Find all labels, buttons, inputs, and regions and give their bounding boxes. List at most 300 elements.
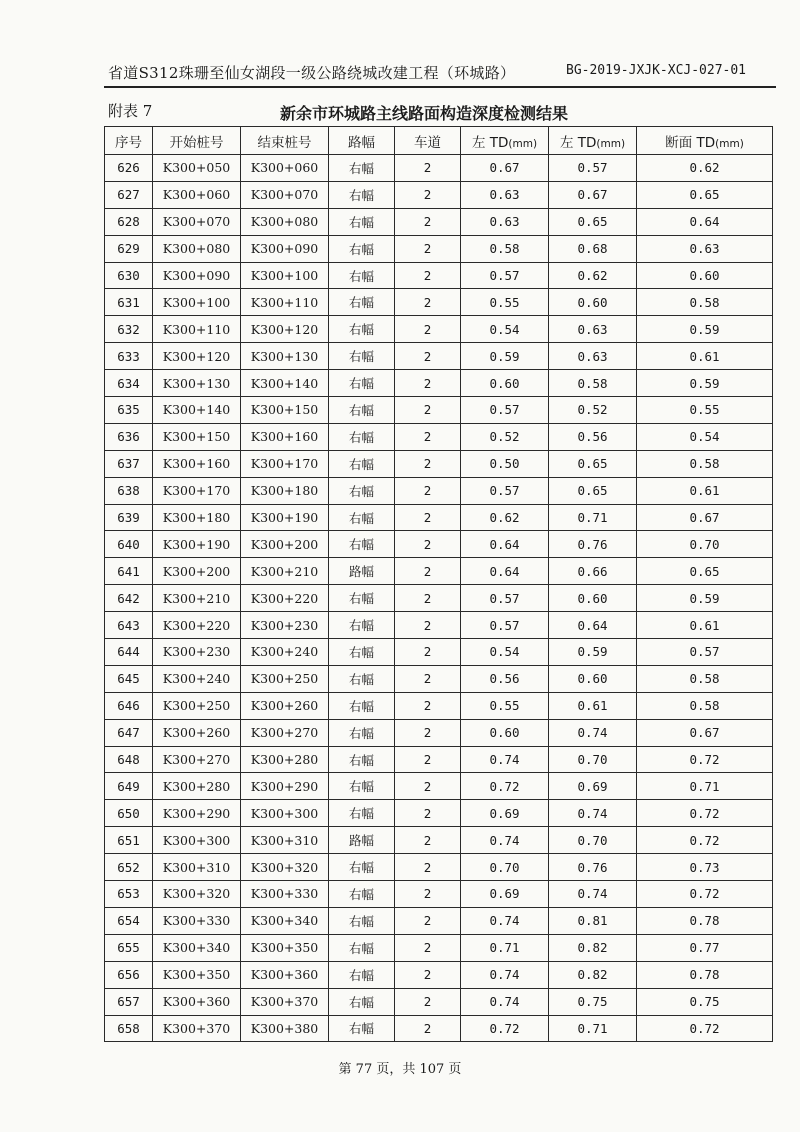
cell-index: 633 [105,343,153,370]
cell-index: 631 [105,289,153,316]
cell-td-b: 0.59 [549,639,637,666]
cell-td-b: 0.82 [549,961,637,988]
table-row [105,208,773,235]
cell-index: 641 [105,558,153,585]
cell-carriageway: 右幅 [329,235,395,262]
table-row [105,881,773,908]
cell-end-station: K300+360 [241,961,329,988]
cell-section-td: 0.59 [637,370,773,397]
table-row [105,531,773,558]
cell-lane: 2 [395,262,461,289]
cell-td-b: 0.81 [549,907,637,934]
cell-lane: 2 [395,289,461,316]
cell-lane: 2 [395,450,461,477]
cell-lane: 2 [395,665,461,692]
cell-index: 632 [105,316,153,343]
cell-td-b: 0.74 [549,719,637,746]
col-header-index: 序号 [105,127,153,155]
cell-section-td: 0.67 [637,504,773,531]
cell-td-a: 0.52 [461,423,549,450]
cell-td-b: 0.70 [549,746,637,773]
cell-start-station: K300+110 [153,316,241,343]
cell-index: 645 [105,665,153,692]
table-row [105,504,773,531]
cell-carriageway: 右幅 [329,531,395,558]
cell-lane: 2 [395,585,461,612]
cell-carriageway: 右幅 [329,854,395,881]
cell-td-a: 0.58 [461,235,549,262]
cell-td-a: 0.74 [461,746,549,773]
cell-carriageway: 右幅 [329,988,395,1015]
table-row [105,639,773,666]
cell-end-station: K300+120 [241,316,329,343]
cell-end-station: K300+220 [241,585,329,612]
cell-lane: 2 [395,881,461,908]
report-code: BG-2019-JXJK-XCJ-027-01 [566,63,747,78]
texture-depth-table [104,126,773,1042]
table-row [105,907,773,934]
cell-section-td: 0.63 [637,235,773,262]
cell-end-station: K300+280 [241,746,329,773]
cell-end-station: K300+190 [241,504,329,531]
cell-index: 650 [105,800,153,827]
cell-td-a: 0.64 [461,558,549,585]
cell-td-a: 0.57 [461,612,549,639]
cell-td-b: 0.70 [549,827,637,854]
cell-td-a: 0.64 [461,531,549,558]
cell-carriageway: 右幅 [329,692,395,719]
cell-lane: 2 [395,558,461,585]
cell-index: 639 [105,504,153,531]
cell-carriageway: 右幅 [329,477,395,504]
cell-td-a: 0.63 [461,181,549,208]
table-row [105,934,773,961]
cell-index: 656 [105,961,153,988]
cell-section-td: 0.77 [637,934,773,961]
cell-td-a: 0.72 [461,773,549,800]
cell-index: 643 [105,612,153,639]
cell-td-a: 0.54 [461,639,549,666]
cell-td-b: 0.75 [549,988,637,1015]
col-header-start-station: 开始桩号 [153,127,241,155]
cell-lane: 2 [395,181,461,208]
cell-section-td: 0.75 [637,988,773,1015]
header-divider [104,86,776,88]
cell-td-a: 0.54 [461,316,549,343]
cell-index: 638 [105,477,153,504]
cell-td-b: 0.57 [549,155,637,182]
cell-start-station: K300+160 [153,450,241,477]
cell-carriageway: 右幅 [329,504,395,531]
cell-start-station: K300+130 [153,370,241,397]
table-row [105,665,773,692]
cell-carriageway: 右幅 [329,423,395,450]
cell-td-b: 0.64 [549,612,637,639]
cell-td-a: 0.74 [461,961,549,988]
cell-td-a: 0.57 [461,262,549,289]
cell-td-b: 0.58 [549,370,637,397]
table-body [105,155,773,1042]
cell-start-station: K300+260 [153,719,241,746]
cell-carriageway: 右幅 [329,450,395,477]
table-row [105,854,773,881]
cell-lane: 2 [395,316,461,343]
cell-start-station: K300+220 [153,612,241,639]
cell-carriageway: 路幅 [329,827,395,854]
cell-carriageway: 右幅 [329,639,395,666]
cell-td-a: 0.69 [461,881,549,908]
cell-section-td: 0.78 [637,961,773,988]
cell-start-station: K300+320 [153,881,241,908]
cell-index: 649 [105,773,153,800]
col-header-td-a: 左 TD(mm) [461,127,549,155]
cell-carriageway: 右幅 [329,665,395,692]
cell-index: 658 [105,1015,153,1042]
cell-carriageway: 右幅 [329,934,395,961]
cell-index: 646 [105,692,153,719]
table-row [105,585,773,612]
cell-td-b: 0.66 [549,558,637,585]
cell-section-td: 0.58 [637,450,773,477]
cell-end-station: K300+270 [241,719,329,746]
cell-start-station: K300+350 [153,961,241,988]
cell-index: 644 [105,639,153,666]
cell-td-a: 0.69 [461,800,549,827]
cell-section-td: 0.65 [637,181,773,208]
cell-start-station: K300+070 [153,208,241,235]
cell-end-station: K300+110 [241,289,329,316]
cell-lane: 2 [395,773,461,800]
cell-start-station: K300+330 [153,907,241,934]
cell-lane: 2 [395,343,461,370]
cell-section-td: 0.58 [637,665,773,692]
cell-section-td: 0.72 [637,800,773,827]
cell-end-station: K300+330 [241,881,329,908]
table-row [105,450,773,477]
cell-td-b: 0.65 [549,208,637,235]
cell-section-td: 0.65 [637,558,773,585]
cell-lane: 2 [395,531,461,558]
cell-section-td: 0.58 [637,692,773,719]
table-row [105,612,773,639]
cell-lane: 2 [395,746,461,773]
cell-section-td: 0.61 [637,343,773,370]
cell-start-station: K300+190 [153,531,241,558]
cell-section-td: 0.71 [637,773,773,800]
cell-section-td: 0.58 [637,289,773,316]
table-row [105,746,773,773]
table-row [105,1015,773,1042]
cell-end-station: K300+180 [241,477,329,504]
cell-section-td: 0.72 [637,881,773,908]
cell-td-a: 0.62 [461,504,549,531]
cell-td-b: 0.60 [549,585,637,612]
cell-end-station: K300+240 [241,639,329,666]
cell-index: 628 [105,208,153,235]
cell-section-td: 0.72 [637,746,773,773]
cell-start-station: K300+050 [153,155,241,182]
cell-td-a: 0.59 [461,343,549,370]
cell-carriageway: 右幅 [329,961,395,988]
cell-end-station: K300+200 [241,531,329,558]
cell-td-b: 0.71 [549,504,637,531]
cell-td-a: 0.50 [461,450,549,477]
cell-end-station: K300+290 [241,773,329,800]
cell-index: 648 [105,746,153,773]
table-row [105,235,773,262]
cell-carriageway: 右幅 [329,1015,395,1042]
cell-td-b: 0.61 [549,692,637,719]
cell-td-a: 0.74 [461,988,549,1015]
cell-carriageway: 右幅 [329,397,395,424]
cell-lane: 2 [395,692,461,719]
cell-index: 655 [105,934,153,961]
cell-carriageway: 右幅 [329,773,395,800]
cell-index: 654 [105,907,153,934]
cell-section-td: 0.57 [637,639,773,666]
cell-td-b: 0.76 [549,531,637,558]
cell-start-station: K300+240 [153,665,241,692]
cell-lane: 2 [395,370,461,397]
cell-carriageway: 路幅 [329,558,395,585]
cell-td-b: 0.76 [549,854,637,881]
cell-end-station: K300+260 [241,692,329,719]
cell-end-station: K300+170 [241,450,329,477]
cell-end-station: K300+100 [241,262,329,289]
table-row [105,397,773,424]
cell-section-td: 0.72 [637,827,773,854]
table-row [105,773,773,800]
cell-start-station: K300+200 [153,558,241,585]
cell-index: 636 [105,423,153,450]
cell-td-b: 0.60 [549,289,637,316]
cell-lane: 2 [395,854,461,881]
cell-section-td: 0.62 [637,155,773,182]
cell-lane: 2 [395,639,461,666]
cell-start-station: K300+090 [153,262,241,289]
cell-section-td: 0.59 [637,585,773,612]
cell-start-station: K300+140 [153,397,241,424]
cell-end-station: K300+140 [241,370,329,397]
cell-start-station: K300+210 [153,585,241,612]
table-row [105,692,773,719]
cell-lane: 2 [395,423,461,450]
table-row [105,370,773,397]
cell-lane: 2 [395,504,461,531]
cell-carriageway: 右幅 [329,881,395,908]
cell-end-station: K300+230 [241,612,329,639]
page-number: 第 77 页，共 107 页 [338,1062,462,1077]
cell-td-b: 0.82 [549,934,637,961]
cell-end-station: K300+080 [241,208,329,235]
cell-td-a: 0.55 [461,692,549,719]
cell-start-station: K300+250 [153,692,241,719]
cell-carriageway: 右幅 [329,155,395,182]
cell-td-a: 0.63 [461,208,549,235]
cell-td-b: 0.52 [549,397,637,424]
table-row [105,316,773,343]
cell-start-station: K300+080 [153,235,241,262]
cell-end-station: K300+340 [241,907,329,934]
cell-section-td: 0.70 [637,531,773,558]
cell-td-a: 0.57 [461,397,549,424]
cell-section-td: 0.67 [637,719,773,746]
cell-section-td: 0.59 [637,316,773,343]
cell-section-td: 0.78 [637,907,773,934]
cell-td-b: 0.71 [549,1015,637,1042]
cell-index: 635 [105,397,153,424]
table-title: 新余市环城路主线路面构造深度检测结果 [280,104,569,123]
cell-start-station: K300+360 [153,988,241,1015]
cell-start-station: K300+230 [153,639,241,666]
cell-carriageway: 右幅 [329,585,395,612]
cell-lane: 2 [395,612,461,639]
cell-index: 637 [105,450,153,477]
col-header-carriageway: 路幅 [329,127,395,155]
col-header-section-td: 断面 TD(mm) [637,127,773,155]
cell-index: 634 [105,370,153,397]
cell-td-b: 0.65 [549,450,637,477]
cell-td-a: 0.74 [461,827,549,854]
cell-index: 642 [105,585,153,612]
cell-section-td: 0.61 [637,612,773,639]
cell-section-td: 0.64 [637,208,773,235]
table-row [105,827,773,854]
cell-carriageway: 右幅 [329,907,395,934]
cell-td-b: 0.65 [549,477,637,504]
cell-end-station: K300+250 [241,665,329,692]
table-row [105,988,773,1015]
cell-lane: 2 [395,719,461,746]
cell-td-b: 0.69 [549,773,637,800]
cell-lane: 2 [395,208,461,235]
cell-section-td: 0.61 [637,477,773,504]
cell-lane: 2 [395,800,461,827]
cell-lane: 2 [395,235,461,262]
project-title: 省道S312珠珊至仙女湖段一级公路绕城改建工程（环城路） [108,64,516,82]
cell-td-b: 0.56 [549,423,637,450]
cell-carriageway: 右幅 [329,719,395,746]
table-row [105,155,773,182]
cell-lane: 2 [395,155,461,182]
cell-td-a: 0.57 [461,477,549,504]
cell-lane: 2 [395,988,461,1015]
cell-end-station: K300+090 [241,235,329,262]
cell-td-b: 0.62 [549,262,637,289]
cell-td-a: 0.71 [461,934,549,961]
cell-index: 627 [105,181,153,208]
cell-carriageway: 右幅 [329,800,395,827]
cell-start-station: K300+370 [153,1015,241,1042]
table-row [105,343,773,370]
cell-td-b: 0.60 [549,665,637,692]
cell-lane: 2 [395,1015,461,1042]
cell-start-station: K300+180 [153,504,241,531]
cell-td-a: 0.55 [461,289,549,316]
col-header-td-b: 左 TD(mm) [549,127,637,155]
cell-index: 640 [105,531,153,558]
cell-carriageway: 右幅 [329,289,395,316]
cell-td-a: 0.67 [461,155,549,182]
cell-carriageway: 右幅 [329,181,395,208]
cell-td-a: 0.74 [461,907,549,934]
cell-end-station: K300+150 [241,397,329,424]
cell-index: 630 [105,262,153,289]
cell-td-b: 0.63 [549,343,637,370]
table-row [105,800,773,827]
cell-end-station: K300+160 [241,423,329,450]
cell-start-station: K300+150 [153,423,241,450]
cell-carriageway: 右幅 [329,316,395,343]
cell-section-td: 0.60 [637,262,773,289]
cell-start-station: K300+100 [153,289,241,316]
cell-index: 651 [105,827,153,854]
appendix-label: 附表 7 [108,102,153,120]
col-header-end-station: 结束桩号 [241,127,329,155]
cell-end-station: K300+320 [241,854,329,881]
cell-td-b: 0.68 [549,235,637,262]
cell-td-a: 0.72 [461,1015,549,1042]
cell-start-station: K300+290 [153,800,241,827]
cell-end-station: K300+210 [241,558,329,585]
cell-lane: 2 [395,961,461,988]
cell-section-td: 0.73 [637,854,773,881]
col-header-lane: 车道 [395,127,461,155]
cell-lane: 2 [395,827,461,854]
cell-td-a: 0.60 [461,370,549,397]
cell-end-station: K300+350 [241,934,329,961]
cell-start-station: K300+270 [153,746,241,773]
cell-td-b: 0.74 [549,881,637,908]
cell-td-b: 0.74 [549,800,637,827]
table-row [105,558,773,585]
table-row [105,181,773,208]
cell-lane: 2 [395,477,461,504]
cell-start-station: K300+060 [153,181,241,208]
cell-start-station: K300+340 [153,934,241,961]
cell-section-td: 0.72 [637,1015,773,1042]
cell-index: 652 [105,854,153,881]
table-row [105,961,773,988]
cell-section-td: 0.55 [637,397,773,424]
cell-td-a: 0.57 [461,585,549,612]
table-header-row [105,127,773,155]
cell-index: 629 [105,235,153,262]
cell-td-a: 0.56 [461,665,549,692]
table-row [105,423,773,450]
cell-end-station: K300+130 [241,343,329,370]
cell-start-station: K300+170 [153,477,241,504]
table-row [105,262,773,289]
cell-end-station: K300+070 [241,181,329,208]
cell-end-station: K300+300 [241,800,329,827]
cell-td-a: 0.60 [461,719,549,746]
cell-carriageway: 右幅 [329,343,395,370]
cell-carriageway: 右幅 [329,612,395,639]
cell-end-station: K300+370 [241,988,329,1015]
cell-index: 653 [105,881,153,908]
cell-section-td: 0.54 [637,423,773,450]
cell-end-station: K300+380 [241,1015,329,1042]
cell-start-station: K300+120 [153,343,241,370]
cell-lane: 2 [395,397,461,424]
cell-index: 657 [105,988,153,1015]
cell-lane: 2 [395,907,461,934]
cell-lane: 2 [395,934,461,961]
cell-td-b: 0.67 [549,181,637,208]
table-row [105,477,773,504]
cell-end-station: K300+060 [241,155,329,182]
